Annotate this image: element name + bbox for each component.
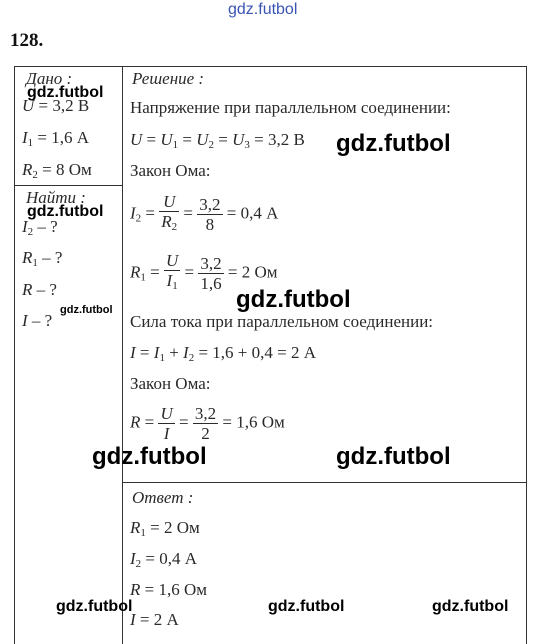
answer-current-2: $I_2 = 0,4$ А: [130, 549, 198, 570]
given-header: Дано :: [26, 69, 73, 88]
table-divider-solution-answer: [122, 482, 527, 483]
watermark-center: gdz.futbol: [236, 286, 351, 313]
watermark-small: gdz.futbol: [60, 304, 113, 316]
watermark-left-middle: gdz.futbol: [92, 443, 207, 470]
watermark-find: gdz.futbol: [27, 203, 104, 220]
equation-current-2: $I_2$ = $\frac{U}{R_2}$ = $\frac{3,2}{8}$ = 0,4 А: [130, 192, 278, 237]
equation-total-current: $I = I_1 + I_2 = 1,6 + 0,4 = 2$ А: [130, 343, 316, 364]
answer-total-current: I = 2 А: [130, 610, 179, 629]
ohm-law-label-1: Закон Ома:: [130, 161, 211, 180]
table-border-top: [14, 66, 527, 67]
watermark-top: gdz.futbol: [228, 1, 298, 18]
watermark-right-middle: gdz.futbol: [336, 443, 451, 470]
watermark-right-top: gdz.futbol: [336, 130, 451, 157]
table-divider-given-find: [14, 185, 123, 186]
table-border-right: [526, 66, 527, 644]
watermark-given: gdz.futbol: [27, 84, 104, 101]
equation-voltages: $U = U_1 = U_2 = U_3 = 3,2$ В: [130, 130, 305, 151]
solution-header: Решение :: [132, 69, 205, 88]
table-divider-vertical: [122, 66, 123, 644]
find-resistance-1: $R_1$ – ?: [22, 248, 63, 269]
table-border-left: [14, 66, 15, 644]
find-current-2: $I_2$ – ?: [22, 217, 58, 238]
given-current-1: $I_1 = 1,6$ А: [22, 128, 90, 149]
equation-total-resistance: R = $\frac{U}{I}$ = $\frac{3,2}{2}$ = 1,6 Ом: [130, 404, 285, 443]
find-total-resistance: R – ?: [22, 280, 57, 299]
problem-number: 128.: [10, 30, 44, 51]
answer-resistance-1: $R_1 = 2$ Ом: [130, 518, 200, 539]
find-header: Найти :: [26, 188, 86, 207]
solution-text-parallel-voltage: Напряжение при параллельном соединении:: [130, 98, 451, 117]
answer-header: Ответ :: [132, 488, 194, 507]
find-total-current: I – ?: [22, 311, 53, 330]
given-voltage: U = 3,2 В: [22, 96, 90, 115]
watermark-bottom-right: gdz.futbol: [432, 598, 509, 615]
equation-resistance-1: $R_1$ = $\frac{U}{I_1}$ = $\frac{3,2}{1,6}$ = 2 Ом: [130, 251, 277, 296]
answer-total-resistance: R = 1,6 Ом: [130, 580, 208, 599]
watermark-bottom-center: gdz.futbol: [268, 598, 345, 615]
ohm-law-label-2: Закон Ома:: [130, 374, 211, 393]
solution-text-parallel-current: Сила тока при параллельном соединении:: [130, 312, 434, 331]
watermark-bottom-left: gdz.futbol: [56, 598, 133, 615]
given-resistance-2: $R_2 = 8$ Ом: [22, 160, 92, 181]
